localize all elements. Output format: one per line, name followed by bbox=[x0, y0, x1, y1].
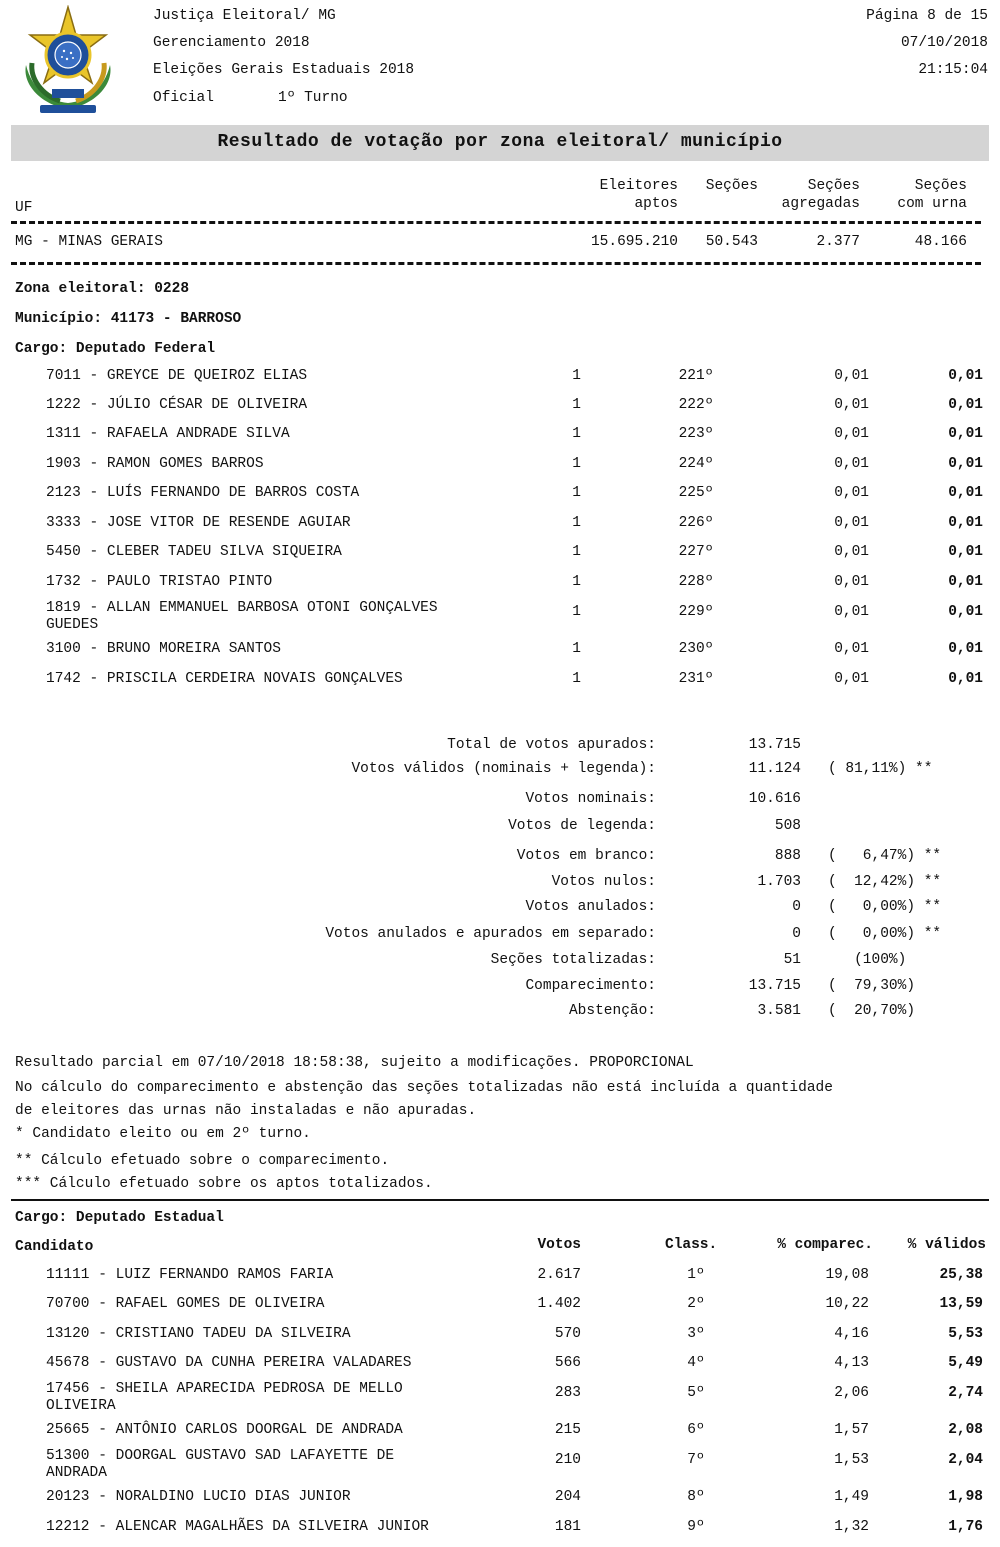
candidate-pct-comparec: 0,01 bbox=[834, 426, 869, 442]
candidate-pct-comparec: 0,01 bbox=[834, 641, 869, 657]
total-pct: (100%) bbox=[828, 952, 907, 968]
candidate-class: 227º bbox=[678, 544, 714, 560]
candidate-class: 1º bbox=[687, 1267, 705, 1283]
table-row bbox=[0, 1489, 1000, 1511]
candidate-class: 8º bbox=[687, 1489, 705, 1505]
total-value: 51 bbox=[783, 952, 801, 968]
candidate-pct-comparec: 0,01 bbox=[834, 671, 869, 687]
total-pct: ( 81,11%) ** bbox=[828, 761, 933, 777]
table-row bbox=[0, 1448, 1000, 1482]
candidate-votes: 1.402 bbox=[537, 1296, 581, 1312]
candidate-name: 1742 - PRISCILA CERDEIRA NOVAIS GONÇALVES bbox=[46, 671, 403, 687]
candidate-class: 221º bbox=[678, 368, 714, 384]
candidate-votes: 283 bbox=[554, 1385, 581, 1401]
candidate-name-continuation: GUEDES bbox=[46, 617, 99, 633]
candidate-pct-validos: 0,01 bbox=[948, 456, 983, 472]
table-row bbox=[0, 1519, 1000, 1541]
candidate-class: 228º bbox=[678, 574, 714, 590]
candidate-name: 51300 - DOORGAL GUSTAVO SAD LAFAYETTE DE bbox=[46, 1448, 395, 1464]
candidate-class: 4º bbox=[687, 1355, 705, 1371]
total-value: 508 bbox=[774, 818, 801, 834]
total-value: 11.124 bbox=[748, 761, 801, 777]
total-value: 1.703 bbox=[757, 874, 801, 890]
header-time: 21:15:04 bbox=[918, 62, 988, 78]
cargo-federal: Cargo: Deputado Federal bbox=[15, 341, 216, 357]
total-pct: ( 0,00%) ** bbox=[828, 926, 942, 942]
candidate-name: 1222 - JÚLIO CÉSAR DE OLIVEIRA bbox=[46, 397, 308, 413]
candidate-pct-comparec: 0,01 bbox=[834, 368, 869, 384]
col-eleitores-header-1: Eleitores bbox=[599, 178, 678, 194]
table-row bbox=[0, 368, 1000, 390]
municipio: Município: 41173 - BARROSO bbox=[15, 311, 242, 327]
note-calculation-1: No cálculo do comparecimento e abstenção das seções totalizadas não está incluída a quantidade bbox=[15, 1080, 833, 1096]
col-comparec-header: % comparec. bbox=[777, 1237, 873, 1253]
table-row bbox=[0, 600, 1000, 634]
total-pct: ( 0,00%) ** bbox=[828, 899, 942, 915]
table-row bbox=[0, 574, 1000, 596]
divider bbox=[11, 221, 981, 224]
candidate-name: 12212 - ALENCAR MAGALHÃES DA SILVEIRA JUNIOR bbox=[46, 1519, 429, 1535]
candidate-name: 25665 - ANTÔNIO CARLOS DOORGAL DE ANDRADA bbox=[46, 1422, 403, 1438]
candidate-votes: 1 bbox=[572, 671, 581, 687]
total-value: 3.581 bbox=[757, 1003, 801, 1019]
total-value: 0 bbox=[792, 899, 801, 915]
candidate-pct-validos: 25,38 bbox=[939, 1267, 983, 1283]
note-partial-result: Resultado parcial em 07/10/2018 18:58:38, sujeito a modificações. PROPORCIONAL bbox=[15, 1055, 694, 1071]
candidate-votes: 1 bbox=[572, 574, 581, 590]
note-aptos: *** Cálculo efetuado sobre os aptos totalizados. bbox=[15, 1176, 433, 1192]
candidate-pct-comparec: 0,01 bbox=[834, 485, 869, 501]
col-secoes-header: Seções bbox=[705, 178, 758, 194]
candidate-pct-comparec: 0,01 bbox=[834, 456, 869, 472]
total-row bbox=[0, 1003, 1000, 1023]
total-row bbox=[0, 899, 1000, 919]
header-election: Eleições Gerais Estaduais 2018 bbox=[153, 62, 415, 78]
uf-agregadas: 2.377 bbox=[816, 234, 860, 250]
candidate-pct-validos: 5,53 bbox=[948, 1326, 983, 1342]
candidate-pct-comparec: 1,57 bbox=[834, 1422, 869, 1438]
candidate-class: 2º bbox=[687, 1296, 705, 1312]
candidate-pct-validos: 2,04 bbox=[948, 1452, 983, 1468]
table-row bbox=[0, 544, 1000, 566]
total-value: 0 bbox=[792, 926, 801, 942]
total-row bbox=[0, 761, 1000, 781]
total-row bbox=[0, 737, 1000, 757]
table-row bbox=[0, 456, 1000, 478]
candidate-name: 13120 - CRISTIANO TADEU DA SILVEIRA bbox=[46, 1326, 351, 1342]
candidate-name: 17456 - SHEILA APARECIDA PEDROSA DE MELLO bbox=[46, 1381, 403, 1397]
candidate-pct-comparec: 0,01 bbox=[834, 544, 869, 560]
col-validos-header: % válidos bbox=[907, 1237, 986, 1253]
uf-secoes: 50.543 bbox=[705, 234, 758, 250]
total-pct: ( 12,42%) ** bbox=[828, 874, 942, 890]
candidate-votes: 1 bbox=[572, 456, 581, 472]
note-elected: * Candidato eleito ou em 2º turno. bbox=[15, 1126, 311, 1142]
candidate-class: 226º bbox=[678, 515, 714, 531]
total-value: 13.715 bbox=[748, 978, 801, 994]
candidate-name: 5450 - CLEBER TADEU SILVA SIQUEIRA bbox=[46, 544, 342, 560]
candidate-votes: 1 bbox=[572, 604, 581, 620]
candidate-pct-comparec: 2,06 bbox=[834, 1385, 869, 1401]
header-org: Justiça Eleitoral/ MG bbox=[153, 8, 336, 24]
table-row bbox=[0, 1267, 1000, 1289]
candidate-pct-comparec: 4,13 bbox=[834, 1355, 869, 1371]
candidate-votes: 1 bbox=[572, 515, 581, 531]
candidate-name: 1311 - RAFAELA ANDRADE SILVA bbox=[46, 426, 290, 442]
total-row bbox=[0, 926, 1000, 946]
candidate-pct-validos: 0,01 bbox=[948, 641, 983, 657]
candidate-votes: 215 bbox=[554, 1422, 581, 1438]
col-agregadas-header-2: agregadas bbox=[781, 196, 860, 212]
candidate-votes: 204 bbox=[554, 1489, 581, 1505]
candidate-votes: 210 bbox=[554, 1452, 581, 1468]
col-class-header: Class. bbox=[665, 1237, 718, 1253]
candidate-votes: 1 bbox=[572, 368, 581, 384]
candidate-name: 1732 - PAULO TRISTAO PINTO bbox=[46, 574, 273, 590]
page-title: Resultado de votação por zona eleitoral/ município bbox=[11, 125, 989, 161]
candidate-pct-validos: 0,01 bbox=[948, 604, 983, 620]
candidate-class: 7º bbox=[687, 1452, 705, 1468]
header-date: 07/10/2018 bbox=[900, 35, 988, 51]
table-row bbox=[0, 1381, 1000, 1415]
col-candidato-header: Candidato bbox=[15, 1239, 94, 1255]
total-pct: ( 20,70%) bbox=[828, 1003, 916, 1019]
candidate-votes: 1 bbox=[572, 641, 581, 657]
total-row bbox=[0, 791, 1000, 811]
table-row bbox=[0, 1355, 1000, 1377]
uf-eleitores: 15.695.210 bbox=[590, 234, 678, 250]
col-urna-header-1: Seções bbox=[914, 178, 967, 194]
candidate-pct-comparec: 0,01 bbox=[834, 515, 869, 531]
zona-eleitoral: Zona eleitoral: 0228 bbox=[15, 281, 190, 297]
candidate-votes: 1 bbox=[572, 544, 581, 560]
table-row bbox=[0, 1422, 1000, 1444]
candidate-name: 1903 - RAMON GOMES BARROS bbox=[46, 456, 264, 472]
candidate-name: 2123 - LUÍS FERNANDO DE BARROS COSTA bbox=[46, 485, 360, 501]
candidate-pct-validos: 0,01 bbox=[948, 574, 983, 590]
page-number: Página 8 de 15 bbox=[866, 8, 988, 24]
total-value: 13.715 bbox=[748, 737, 801, 753]
candidate-pct-validos: 0,01 bbox=[948, 671, 983, 687]
candidate-pct-comparec: 19,08 bbox=[825, 1267, 869, 1283]
col-votos-header: Votos bbox=[537, 1237, 581, 1253]
total-value: 10.616 bbox=[748, 791, 801, 807]
total-label: Votos de legenda: bbox=[508, 818, 656, 834]
total-label: Votos anulados e apurados em separado: bbox=[325, 926, 656, 942]
candidate-class: 3º bbox=[687, 1326, 705, 1342]
candidate-pct-validos: 0,01 bbox=[948, 544, 983, 560]
table-row bbox=[0, 1326, 1000, 1348]
candidate-name: 3333 - JOSE VITOR DE RESENDE AGUIAR bbox=[46, 515, 351, 531]
candidate-pct-comparec: 1,49 bbox=[834, 1489, 869, 1505]
candidate-class: 6º bbox=[687, 1422, 705, 1438]
divider bbox=[11, 1199, 989, 1201]
candidate-votes: 1 bbox=[572, 397, 581, 413]
total-label: Votos válidos (nominais + legenda): bbox=[351, 761, 656, 777]
candidate-pct-validos: 0,01 bbox=[948, 426, 983, 442]
candidate-pct-comparec: 1,53 bbox=[834, 1452, 869, 1468]
candidate-pct-comparec: 0,01 bbox=[834, 397, 869, 413]
cargo-estadual: Cargo: Deputado Estadual bbox=[15, 1210, 224, 1226]
header-turn: 1º Turno bbox=[278, 90, 348, 106]
candidate-pct-comparec: 1,32 bbox=[834, 1519, 869, 1535]
total-row bbox=[0, 848, 1000, 868]
uf-com-urna: 48.166 bbox=[914, 234, 967, 250]
candidate-class: 224º bbox=[678, 456, 714, 472]
candidate-pct-comparec: 0,01 bbox=[834, 604, 869, 620]
candidate-pct-validos: 13,59 bbox=[939, 1296, 983, 1312]
candidate-name-continuation: OLIVEIRA bbox=[46, 1398, 116, 1414]
total-label: Votos nominais: bbox=[525, 791, 656, 807]
total-value: 888 bbox=[774, 848, 801, 864]
note-comparecimento: ** Cálculo efetuado sobre o comparecimento. bbox=[15, 1153, 390, 1169]
candidate-votes: 570 bbox=[554, 1326, 581, 1342]
candidate-pct-validos: 0,01 bbox=[948, 485, 983, 501]
candidate-votes: 181 bbox=[554, 1519, 581, 1535]
table-row bbox=[0, 485, 1000, 507]
candidate-name: 20123 - NORALDINO LUCIO DIAS JUNIOR bbox=[46, 1489, 351, 1505]
candidate-pct-comparec: 4,16 bbox=[834, 1326, 869, 1342]
candidate-pct-validos: 1,76 bbox=[948, 1519, 983, 1535]
total-label: Votos em branco: bbox=[516, 848, 656, 864]
candidate-votes: 2.617 bbox=[537, 1267, 581, 1283]
col-uf-header: UF bbox=[15, 200, 33, 216]
table-row bbox=[0, 426, 1000, 448]
total-label: Votos anulados: bbox=[525, 899, 656, 915]
candidate-pct-comparec: 0,01 bbox=[834, 574, 869, 590]
candidate-votes: 1 bbox=[572, 485, 581, 501]
candidate-name: 70700 - RAFAEL GOMES DE OLIVEIRA bbox=[46, 1296, 325, 1312]
candidate-pct-validos: 0,01 bbox=[948, 515, 983, 531]
candidate-name: 11111 - LUIZ FERNANDO RAMOS FARIA bbox=[46, 1267, 334, 1283]
candidate-class: 9º bbox=[687, 1519, 705, 1535]
table-row bbox=[0, 515, 1000, 537]
col-urna-header-2: com urna bbox=[897, 196, 967, 212]
table-row bbox=[0, 397, 1000, 419]
candidate-pct-validos: 2,74 bbox=[948, 1385, 983, 1401]
candidate-class: 230º bbox=[678, 641, 714, 657]
total-label: Votos nulos: bbox=[551, 874, 656, 890]
total-label: Comparecimento: bbox=[525, 978, 656, 994]
total-label: Seções totalizadas: bbox=[490, 952, 656, 968]
candidate-votes: 1 bbox=[572, 426, 581, 442]
candidate-pct-validos: 0,01 bbox=[948, 397, 983, 413]
total-label: Total de votos apurados: bbox=[447, 737, 656, 753]
total-row bbox=[0, 952, 1000, 972]
total-pct: ( 79,30%) bbox=[828, 978, 916, 994]
candidate-pct-validos: 1,98 bbox=[948, 1489, 983, 1505]
candidate-class: 5º bbox=[687, 1385, 705, 1401]
candidate-class: 222º bbox=[678, 397, 714, 413]
total-row bbox=[0, 874, 1000, 894]
table-row bbox=[0, 1296, 1000, 1318]
col-agregadas-header-1: Seções bbox=[807, 178, 860, 194]
candidate-class: 229º bbox=[678, 604, 714, 620]
coat-of-arms-emblem bbox=[12, 5, 124, 117]
candidate-name: 1819 - ALLAN EMMANUEL BARBOSA OTONI GONÇALVES bbox=[46, 600, 438, 616]
total-pct: ( 6,47%) ** bbox=[828, 848, 942, 864]
candidate-name: 7011 - GREYCE DE QUEIROZ ELIAS bbox=[46, 368, 308, 384]
candidate-pct-validos: 0,01 bbox=[948, 368, 983, 384]
candidate-pct-validos: 5,49 bbox=[948, 1355, 983, 1371]
candidate-class: 225º bbox=[678, 485, 714, 501]
total-row bbox=[0, 818, 1000, 838]
candidate-class: 223º bbox=[678, 426, 714, 442]
table-row bbox=[0, 671, 1000, 693]
total-label: Abstenção: bbox=[568, 1003, 656, 1019]
total-row bbox=[0, 978, 1000, 998]
header-system: Gerenciamento 2018 bbox=[153, 35, 310, 51]
candidate-class: 231º bbox=[678, 671, 714, 687]
candidate-pct-validos: 2,08 bbox=[948, 1422, 983, 1438]
candidate-votes: 566 bbox=[554, 1355, 581, 1371]
candidate-name: 3100 - BRUNO MOREIRA SANTOS bbox=[46, 641, 281, 657]
table-row bbox=[0, 641, 1000, 663]
candidate-name: 45678 - GUSTAVO DA CUNHA PEREIRA VALADARES bbox=[46, 1355, 412, 1371]
divider bbox=[11, 262, 981, 265]
col-eleitores-header-2: aptos bbox=[634, 196, 678, 212]
header-type: Oficial bbox=[153, 90, 214, 106]
candidate-pct-comparec: 10,22 bbox=[825, 1296, 869, 1312]
note-calculation-2: de eleitores das urnas não instaladas e não apuradas. bbox=[15, 1103, 477, 1119]
uf-name: MG - MINAS GERAIS bbox=[15, 234, 163, 250]
candidate-name-continuation: ANDRADA bbox=[46, 1465, 107, 1481]
